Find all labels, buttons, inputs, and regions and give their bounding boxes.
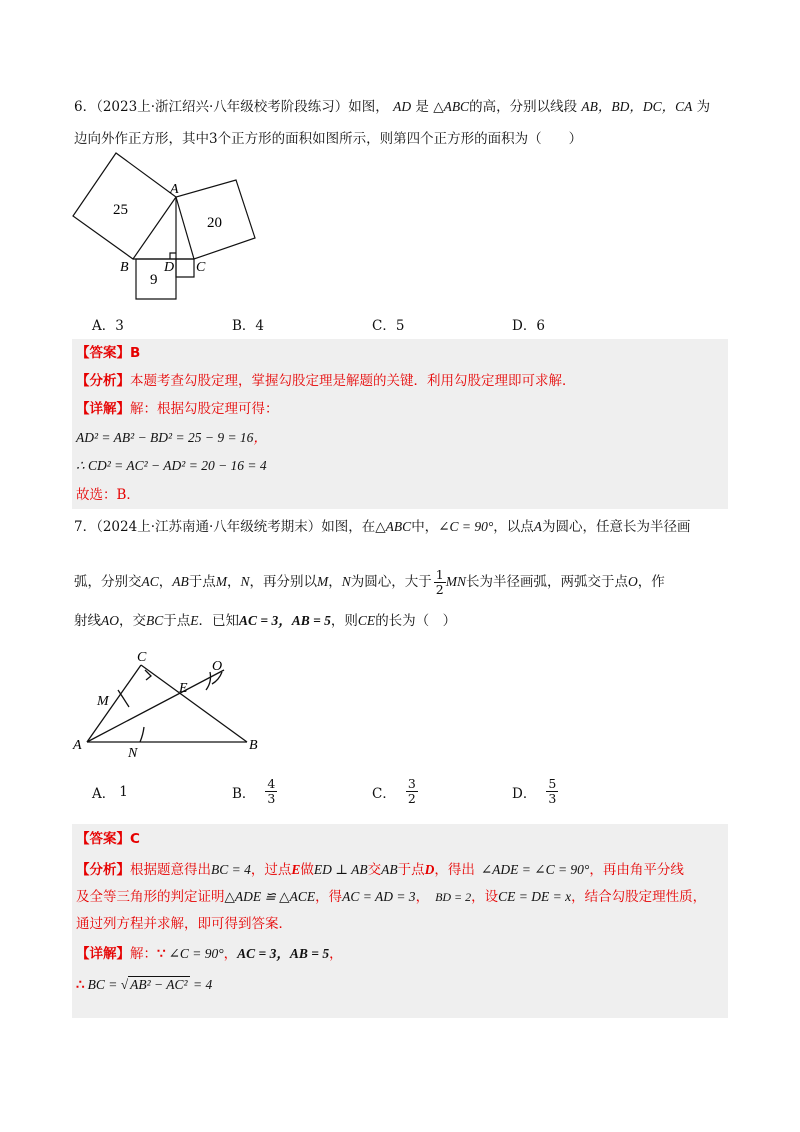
opt-fraction bbox=[265, 777, 277, 806]
q7-text: ．已知 bbox=[198, 613, 240, 629]
point-label-c: C bbox=[196, 260, 206, 275]
q7-analysis-math: BD = 2 bbox=[435, 890, 472, 904]
q7-text: 为圆心，任意长为半径画 bbox=[542, 519, 691, 535]
q7-answer-line bbox=[76, 828, 140, 850]
q7-math: BC bbox=[146, 613, 164, 628]
square-dc bbox=[176, 259, 194, 277]
q7-stem-line3 bbox=[74, 608, 734, 634]
q7-detail-text: ， bbox=[223, 946, 238, 962]
q7-option-d[interactable] bbox=[512, 777, 652, 806]
q7-text: ，以点 bbox=[493, 519, 534, 535]
q7-analysis-math: AC = AD = 3 bbox=[342, 889, 416, 904]
q6-option-d[interactable]: D．6 bbox=[512, 318, 545, 334]
q7-analysis-math: ∠ADE = ∠C = 90° bbox=[480, 862, 590, 877]
q7-math: AO bbox=[101, 613, 119, 628]
q6-answer: B bbox=[130, 345, 141, 361]
q6-option-a[interactable]: A．3 bbox=[92, 318, 124, 334]
q7-fraction-half bbox=[434, 568, 446, 597]
q7-analysis-line1 bbox=[76, 859, 684, 881]
q6-eq1-comma: ， bbox=[253, 430, 267, 445]
answer-tag: 【答案】 bbox=[76, 345, 130, 361]
q7-detail-math: ∠C = 90° bbox=[168, 946, 224, 961]
q7-analysis-text: ，得 bbox=[315, 889, 343, 905]
opt-label: B． bbox=[232, 785, 256, 802]
q7-math: N bbox=[240, 574, 250, 589]
q7-detail-text: 解： bbox=[130, 946, 157, 962]
area-label-25: 25 bbox=[113, 202, 128, 218]
opt-fraction bbox=[406, 777, 418, 806]
q7-analysis-math: AB bbox=[381, 862, 398, 877]
q7-text: ， bbox=[158, 574, 173, 590]
q7-text: ，交 bbox=[119, 613, 146, 629]
q6-equation-1 bbox=[76, 427, 267, 449]
q7-math-triangle: △ABC bbox=[375, 519, 412, 534]
q6-math-triangle: △ABC bbox=[433, 99, 470, 114]
frac-num: 3 bbox=[407, 776, 416, 791]
point-label-b: B bbox=[249, 738, 258, 753]
point-label-m: M bbox=[97, 694, 109, 709]
q6-conclusion: 故选：B． bbox=[76, 487, 140, 503]
q7-math-a: A bbox=[533, 519, 543, 534]
q7-text: 射线 bbox=[74, 613, 101, 629]
q6-source: （2023上·浙江绍兴·八年级校考阶段练习） bbox=[96, 99, 349, 115]
q7-analysis-text: ，再由角平分线 bbox=[589, 862, 684, 878]
arc-o1 bbox=[206, 672, 211, 690]
q7-detail-math: = 4 bbox=[189, 977, 213, 992]
q7-option-b[interactable] bbox=[232, 777, 372, 806]
q6-analysis-line bbox=[76, 370, 576, 392]
q6-options bbox=[92, 314, 732, 334]
q6-text: 的高，分别以线段 bbox=[469, 99, 578, 115]
q7-text: 于点 bbox=[188, 574, 216, 590]
q7-text: ，再分别以 bbox=[249, 574, 318, 590]
right-angle-mark bbox=[170, 253, 176, 259]
q7-analysis-text: ， bbox=[415, 889, 430, 905]
q6-answer-line bbox=[76, 342, 140, 364]
answer-tag: 【答案】 bbox=[76, 831, 130, 847]
q7-text: 如图，在 bbox=[321, 519, 376, 535]
side-cb bbox=[141, 665, 247, 742]
therefore-symbol: ∴ bbox=[76, 977, 85, 993]
opt-label: C． bbox=[372, 785, 396, 802]
q7-math: M bbox=[215, 574, 228, 589]
q6-math-ad: AD bbox=[393, 99, 412, 114]
q7-math: N bbox=[341, 574, 351, 589]
detail-tag: 【详解】 bbox=[76, 946, 130, 962]
q6-solution-box bbox=[72, 339, 728, 509]
q7-analysis-math: D bbox=[424, 862, 435, 877]
q6-stem-line2: 边向外作正方形，其中3个正方形的面积如图所示，则第四个正方形的面积为（ ） bbox=[74, 131, 583, 147]
q7-math-angle: ∠C = 90° bbox=[438, 519, 494, 534]
sqrt-radicand: AB² − AC² bbox=[130, 977, 188, 992]
frac-den: 3 bbox=[548, 791, 557, 806]
q7-text: 长为半径画弧，两弧交于点 bbox=[466, 574, 628, 590]
q7-detail-line2 bbox=[76, 974, 212, 996]
frac-den: 2 bbox=[435, 582, 444, 597]
point-label-n: N bbox=[128, 746, 138, 761]
q7-analysis-text: ，过点 bbox=[250, 862, 292, 878]
point-label-o: O bbox=[212, 659, 223, 674]
arc-m bbox=[118, 690, 129, 707]
because-symbol: ∵ bbox=[157, 946, 166, 962]
q6-option-c[interactable]: C．5 bbox=[372, 318, 405, 334]
q7-analysis-text: ，结合勾股定理性质， bbox=[571, 889, 707, 905]
q7-detail-text: ， bbox=[329, 946, 343, 962]
q6-equation-2: ∴ CD² = AC² − AD² = 20 − 16 = 4 bbox=[76, 458, 267, 473]
q7-math: AC bbox=[141, 574, 159, 589]
q6-option-b[interactable]: B．4 bbox=[232, 318, 265, 334]
q7-text: 的长为（ ） bbox=[375, 613, 457, 629]
q7-analysis-math: CE = DE = x bbox=[498, 889, 572, 904]
q6-eq1: AD² = AB² − BD² = 25 − 9 = 16 bbox=[76, 430, 254, 445]
q6-number: 6． bbox=[74, 99, 97, 115]
q7-text: ，作 bbox=[637, 574, 665, 590]
arc-n bbox=[140, 727, 144, 742]
q7-math: M bbox=[317, 574, 329, 589]
q6-detail-line bbox=[76, 398, 279, 420]
q7-source: （2024上·江苏南通·八年级统考期末） bbox=[96, 519, 322, 535]
q7-stem-line1 bbox=[74, 514, 734, 540]
q7-solution-box bbox=[72, 824, 728, 1018]
sqrt-expression: √ AB² − AC² bbox=[120, 977, 188, 992]
point-label-d: D bbox=[164, 260, 175, 275]
q7-analysis-math: △ADE ≌ △ACE bbox=[224, 889, 316, 904]
q7-analysis-text: ，得出 bbox=[434, 862, 475, 878]
opt-label: A． bbox=[92, 785, 116, 802]
q7-analysis-math: BC = 4 bbox=[211, 862, 251, 877]
q7-analysis-math: ED ⊥ AB bbox=[313, 862, 368, 877]
q7-stem-line2 bbox=[74, 568, 734, 597]
q7-detail-math: BC = bbox=[87, 977, 121, 992]
q7-math-given: AC = 3，AB = 5 bbox=[239, 613, 331, 628]
q7-analysis-text: 根据题意得出 bbox=[130, 862, 211, 878]
q6-analysis: 本题考查勾股定理，掌握勾股定理是解题的关键．利用勾股定理即可求解． bbox=[130, 373, 576, 389]
q7-analysis-text: 交 bbox=[367, 862, 382, 878]
area-label-20: 20 bbox=[207, 215, 222, 231]
point-label-a: A bbox=[170, 182, 179, 197]
opt-fraction bbox=[546, 777, 558, 806]
frac-num: 1 bbox=[435, 567, 444, 582]
point-label-c: C bbox=[137, 650, 147, 665]
q6-text: 为 bbox=[696, 99, 711, 115]
q7-analysis-text: 及全等三角形的判定证明 bbox=[76, 889, 225, 905]
q7-analysis-line3: 通过列方程并求解，即可得到答案． bbox=[76, 916, 292, 932]
q7-analysis-text: 于点 bbox=[397, 862, 425, 878]
q7-analysis-text: 做 bbox=[300, 862, 314, 878]
q7-text: ， bbox=[227, 574, 241, 590]
area-label-9: 9 bbox=[150, 272, 158, 288]
q7-text: 为圆心，大于 bbox=[350, 574, 432, 590]
analysis-tag: 【分析】 bbox=[76, 862, 130, 878]
detail-tag: 【详解】 bbox=[76, 401, 130, 417]
frac-den: 3 bbox=[267, 791, 276, 806]
side-ac bbox=[87, 665, 141, 742]
q7-math: O bbox=[628, 574, 638, 589]
q7-text: 弧，分别交 bbox=[74, 574, 142, 590]
q7-option-c[interactable] bbox=[372, 777, 512, 806]
q7-text: 中， bbox=[411, 519, 439, 535]
q7-math: MN bbox=[445, 574, 466, 589]
q7-analysis-math: E bbox=[291, 862, 301, 877]
q7-math: CE bbox=[357, 613, 376, 628]
q7-options bbox=[92, 777, 732, 806]
q7-text: ， bbox=[328, 574, 342, 590]
analysis-tag: 【分析】 bbox=[76, 373, 130, 389]
q6-text: 如图， bbox=[348, 99, 389, 115]
q7-detail-line1 bbox=[76, 943, 343, 965]
q7-detail-math: AC = 3，AB = 5 bbox=[237, 946, 330, 961]
q7-math: E bbox=[190, 613, 199, 628]
q7-analysis-line2 bbox=[76, 886, 706, 908]
q6-text: 是 bbox=[415, 99, 429, 115]
point-label-e: E bbox=[179, 681, 188, 696]
q7-text: ，则 bbox=[330, 613, 358, 629]
q7-answer: C bbox=[130, 831, 140, 847]
q7-analysis-text: ，设 bbox=[471, 889, 499, 905]
q7-text: 于点 bbox=[163, 613, 191, 629]
frac-num: 5 bbox=[548, 776, 557, 791]
q6-detail-text: 解：根据勾股定理可得： bbox=[130, 401, 279, 417]
q7-number: 7． bbox=[74, 519, 97, 535]
point-label-b: B bbox=[120, 260, 129, 275]
frac-den: 2 bbox=[407, 791, 416, 806]
opt-value: 1 bbox=[119, 783, 128, 800]
q6-math-segments: AB，BD，DC，CA bbox=[581, 99, 693, 114]
opt-label: D． bbox=[512, 785, 537, 802]
frac-num: 4 bbox=[267, 776, 276, 791]
point-label-a: A bbox=[73, 738, 82, 753]
q7-option-a[interactable] bbox=[92, 777, 232, 806]
q7-math: AB bbox=[172, 574, 189, 589]
